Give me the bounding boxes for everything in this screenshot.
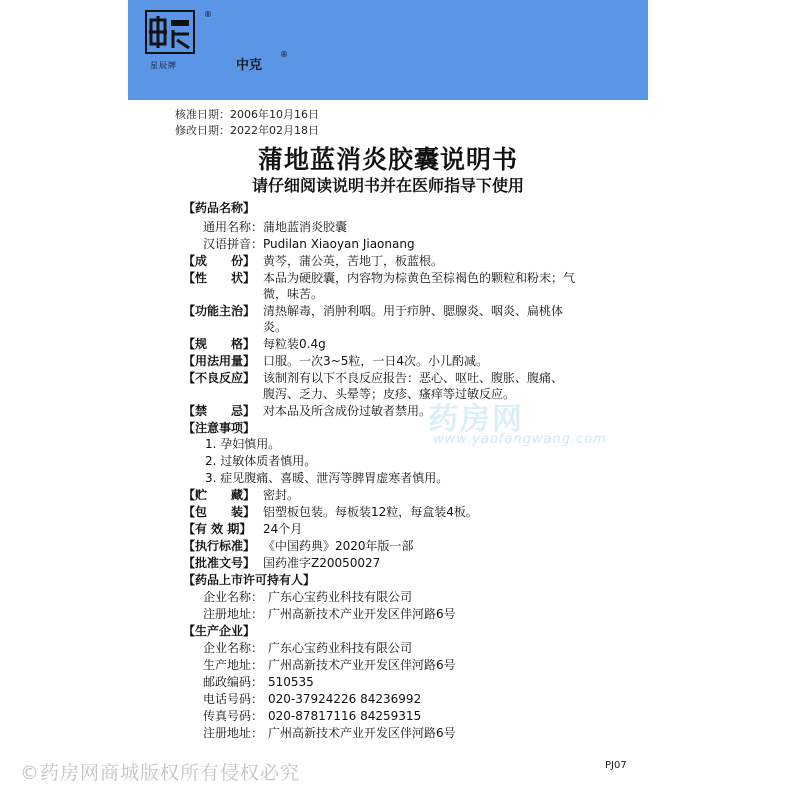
section-label: 【成 份】 — [183, 254, 256, 268]
copyright-watermark: ©药房网商城版权所有侵权必究 — [20, 762, 301, 784]
brand-name-label: 星辰牌 — [150, 61, 177, 70]
field-value: 020-87817116 84259315 — [268, 709, 422, 723]
section-value: 腹泻、乏力、头晕等；皮疹、瘙痒等过敏反应。 — [263, 387, 516, 401]
field-value: Pudilan Xiaoyan Jiaonang — [263, 237, 415, 251]
print-code: PJ07 — [605, 760, 627, 771]
section-label: 【性 状】 — [183, 271, 256, 285]
section-value: 每粒装0.4g — [263, 337, 326, 351]
section-label: 【药品上市许可持有人】 — [183, 573, 316, 587]
section-value: 口服。一次3~5粒，一日4次。小儿酌减。 — [263, 354, 488, 368]
section-value: 24个月 — [263, 522, 303, 536]
note-text: 1. 孕妇慎用。 — [205, 437, 281, 451]
field-label: 企业名称： — [203, 641, 264, 655]
field-label: 注册地址： — [203, 726, 264, 740]
field-label: 注册地址： — [203, 607, 264, 621]
field-label: 邮政编码： — [203, 675, 264, 689]
header-band — [128, 0, 648, 100]
approval-date: 核准日期：2006年10月16日 — [175, 108, 319, 121]
note-text: 3. 症见腹痛、喜暖、泄泻等脾胃虚寒者慎用。 — [205, 471, 449, 485]
section-label: 【贮 藏】 — [183, 488, 256, 502]
section-value: 清热解毒，消肿利咽。用于疖肿、腮腺炎、咽炎、扁桃体 — [263, 304, 564, 318]
page-subtitle: 请仔细阅读说明书并在医师指导下使用 — [251, 176, 524, 195]
section-value: 《中国药典》2020年版一部 — [263, 539, 414, 553]
section-value: 密封。 — [263, 488, 300, 502]
section-label: 【包 装】 — [183, 505, 256, 519]
section-label: 【功能主治】 — [183, 304, 256, 318]
section-label: 【生产企业】 — [183, 624, 256, 638]
section-label: 【批准文号】 — [183, 556, 256, 570]
secondary-registered-mark: ® — [280, 50, 288, 59]
section-value: 该制剂有以下不良反应报告：恶心、呕吐、腹胀、腹痛、 — [263, 371, 564, 385]
section-label: 【有 效 期】 — [183, 522, 252, 536]
field-value: 广州高新技术产业开发区伴河路6号 — [268, 607, 456, 621]
brand-logo — [145, 10, 195, 54]
page-title: 蒲地蓝消炎胶囊说明书 — [257, 145, 518, 174]
field-label: 生产地址： — [203, 658, 264, 672]
field-value: 广东心宝药业科技有限公司 — [268, 590, 413, 604]
leaflet-page — [128, 0, 648, 800]
field-value: 蒲地蓝消炎胶囊 — [263, 220, 348, 234]
section-value: 微，味苦。 — [263, 287, 324, 301]
section-label: 【注意事项】 — [183, 421, 256, 435]
field-value: 广州高新技术产业开发区伴河路6号 — [268, 726, 456, 740]
note-text: 2. 过敏体质者慎用。 — [205, 454, 317, 468]
section-label: 【药品名称】 — [183, 201, 256, 215]
field-value: 广州高新技术产业开发区伴河路6号 — [268, 658, 456, 672]
section-value: 对本品及所含成份过敏者禁用。 — [263, 404, 432, 418]
section-label: 【用法用量】 — [183, 354, 256, 368]
section-value: 黄芩，蒲公英，苦地丁，板蓝根。 — [263, 254, 444, 268]
field-label: 传真号码： — [203, 709, 264, 723]
field-label: 通用名称： — [203, 220, 264, 234]
secondary-brand: 中克 — [236, 58, 263, 73]
section-value: 本品为硬胶囊，内容物为棕黄色至棕褐色的颗粒和粉末；气 — [263, 271, 576, 285]
section-value: 铝塑板包装。每板装12粒，每盒装4板。 — [263, 505, 478, 519]
revision-date: 修改日期：2022年02月18日 — [175, 124, 319, 137]
section-label: 【规 格】 — [183, 337, 256, 351]
logo-registered-mark: ® — [204, 10, 212, 19]
brand-logo-icon — [147, 12, 193, 52]
field-value: 510535 — [268, 675, 314, 689]
section-label: 【执行标准】 — [183, 539, 256, 553]
watermark-center: 药房网 — [428, 402, 524, 437]
watermark-url: www.yaofangwang.com — [433, 432, 607, 447]
field-label: 企业名称： — [203, 590, 264, 604]
field-value: 广东心宝药业科技有限公司 — [268, 641, 413, 655]
section-label: 【不良反应】 — [183, 371, 256, 385]
field-value: 020-37924226 84236992 — [268, 692, 422, 706]
section-value: 国药准字Z20050027 — [263, 556, 381, 570]
field-label: 电话号码： — [203, 692, 264, 706]
section-value: 炎。 — [263, 320, 288, 334]
section-label: 【禁 忌】 — [183, 404, 256, 418]
field-label: 汉语拼音： — [203, 237, 264, 251]
revision-dates — [175, 107, 319, 139]
